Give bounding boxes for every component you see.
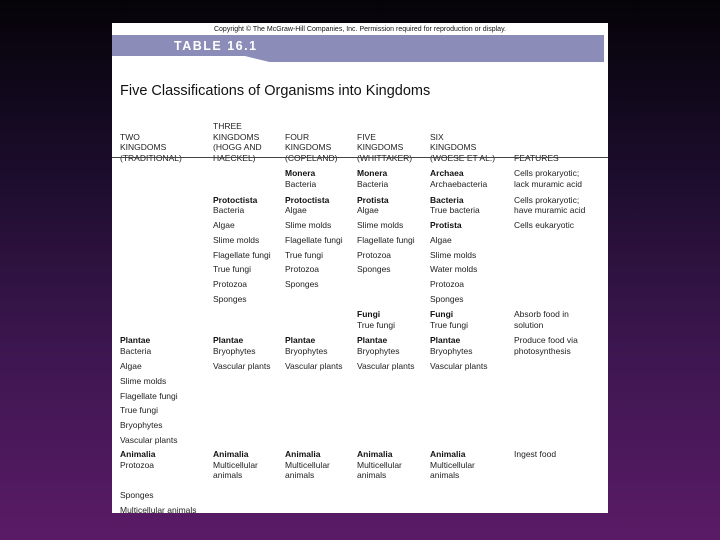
table-cell: Archaebacteria: [430, 178, 488, 189]
table-cell: Absorb food in: [514, 308, 569, 319]
table-cell: True fungi: [357, 319, 395, 330]
column-header-line: (HOGG AND: [213, 142, 262, 153]
table-cell: Sponges: [120, 490, 154, 501]
table-cell: Cells prokaryotic;: [514, 194, 580, 205]
table-cell: Algae: [357, 205, 379, 216]
table-cell: Slime molds: [285, 219, 332, 230]
table-cell: Bryophytes: [357, 346, 400, 357]
table-cell: Bryophytes: [120, 420, 163, 431]
column-header-two: [120, 111, 182, 163]
table-cell: Sponges: [285, 279, 319, 290]
table-cell: Multicellular animals: [120, 505, 197, 513]
column-header-six: [430, 111, 495, 163]
table-cell: Protozoa: [120, 459, 155, 470]
table-cell: Bacteria: [213, 205, 245, 216]
table-cell: Vascular plants: [357, 360, 415, 371]
table-cell: Slime molds: [213, 234, 260, 245]
table-cell: Bryophytes: [213, 346, 256, 357]
table-cell: Vascular plants: [285, 360, 343, 371]
kingdom-name-cell: Bacteria: [430, 194, 464, 205]
table-cell: True fungi: [430, 319, 468, 330]
table-cell: Produce food via: [514, 335, 578, 346]
kingdom-name-cell: Plantae: [213, 335, 244, 346]
table-cell: Ingest food: [514, 448, 557, 459]
kingdom-name-cell: Protista: [430, 219, 462, 230]
table-cell: Flagellate fungi: [357, 234, 415, 245]
table-cell: Sponges: [213, 294, 247, 305]
table-page: [112, 23, 608, 513]
kingdom-name-cell: Fungi: [357, 308, 381, 319]
column-header-features: [514, 111, 559, 163]
table-cell: Bryophytes: [285, 346, 328, 357]
kingdom-name-cell: Plantae: [357, 335, 388, 346]
table-cell: Vascular plants: [213, 360, 271, 371]
table-cell: animals: [357, 470, 387, 481]
table-title: Five Classifications of Organisms into Kingdoms: [120, 83, 431, 99]
column-header-line: SIX: [430, 131, 444, 142]
table-cell: True fungi: [213, 264, 251, 275]
table-cell: Protozoa: [285, 264, 320, 275]
table-cell: Sponges: [430, 294, 464, 305]
table-cell: solution: [514, 319, 544, 330]
column-header-line: THREE: [213, 121, 242, 132]
kingdom-name-cell: Animalia: [357, 448, 393, 459]
table-cell: True fungi: [285, 249, 323, 260]
table-cell: Protozoa: [430, 279, 465, 290]
column-header-line: KINGDOMS: [430, 142, 477, 153]
copyright-notice: Copyright © The McGraw-Hill Companies, Inc. Permission required for reproduction or display.: [213, 26, 506, 33]
kingdom-name-cell: Monera: [357, 168, 388, 178]
kingdom-name-cell: Protoctista: [213, 194, 258, 205]
kingdom-name-cell: Fungi: [430, 308, 454, 319]
table-cell: Algae: [285, 205, 307, 216]
table-cell: Multicellular: [357, 459, 402, 470]
column-header-line: FIVE: [357, 131, 376, 142]
table-cell: Algae: [430, 234, 452, 245]
table-cell: Flagellate fungi: [213, 249, 271, 260]
table-cell: Multicellular: [285, 459, 330, 470]
table-cell: Sponges: [357, 264, 391, 275]
column-header-line: KINGDOMS: [357, 142, 404, 153]
table-cell: lack muramic acid: [514, 178, 583, 189]
table-cell: have muramic acid: [514, 205, 586, 216]
table-cell: True bacteria: [430, 205, 480, 216]
table-cell: True fungi: [120, 405, 158, 416]
table-cell: Algae: [120, 360, 142, 371]
table-cell: Cells prokaryotic;: [514, 168, 580, 178]
kingdom-name-cell: Animalia: [213, 448, 249, 459]
table-cell: Bacteria: [120, 346, 152, 357]
table-cell: photosynthesis: [514, 346, 571, 357]
kingdom-name-cell: Plantae: [120, 335, 151, 346]
kingdom-name-cell: Animalia: [285, 448, 321, 459]
table-cell: Bacteria: [357, 178, 389, 189]
column-header-line: FOUR: [285, 131, 310, 142]
column-header-line: KINGDOMS: [213, 131, 260, 142]
table-cell: Protozoa: [357, 249, 392, 260]
table-cell: Slime molds: [430, 249, 477, 260]
column-header-line: KINGDOMS: [285, 142, 332, 153]
column-header-line: KINGDOMS: [120, 142, 167, 153]
table-cell: Flagellate fungi: [285, 234, 343, 245]
table-cell: Multicellular: [430, 459, 475, 470]
kingdom-name-cell: Protoctista: [285, 194, 330, 205]
table-label: TABLE 16.1: [174, 39, 258, 53]
column-header-four: [285, 111, 337, 163]
kingdom-name-cell: Plantae: [285, 335, 316, 346]
kingdom-name-cell: Archaea: [430, 168, 464, 178]
table-cell: Vascular plants: [120, 435, 178, 446]
table-cell: Multicellular: [213, 459, 258, 470]
table-cell: Cells eukaryotic: [514, 219, 574, 230]
table-cell: Protozoa: [213, 279, 248, 290]
table-cell: Slime molds: [357, 219, 404, 230]
table-cell: animals: [430, 470, 460, 481]
table-cell: animals: [213, 470, 243, 481]
column-header-line: TWO: [120, 131, 140, 142]
header-rule: [112, 157, 608, 158]
table-cell: Flagellate fungi: [120, 390, 178, 401]
table-cell: Bacteria: [285, 178, 317, 189]
table-cell: Algae: [213, 219, 235, 230]
table-cell: Vascular plants: [430, 360, 488, 371]
table-cell: animals: [285, 470, 315, 481]
kingdom-name-cell: Animalia: [120, 448, 156, 459]
table-cell: Water molds: [430, 264, 478, 275]
kingdom-name-cell: Monera: [285, 168, 316, 178]
table-cell: Bryophytes: [430, 346, 473, 357]
column-header-three: [213, 111, 262, 163]
kingdom-name-cell: Animalia: [430, 448, 466, 459]
kingdom-name-cell: Plantae: [430, 335, 461, 346]
column-header-five: [357, 111, 412, 163]
table-cell: Slime molds: [120, 375, 167, 386]
kingdom-name-cell: Protista: [357, 194, 389, 205]
